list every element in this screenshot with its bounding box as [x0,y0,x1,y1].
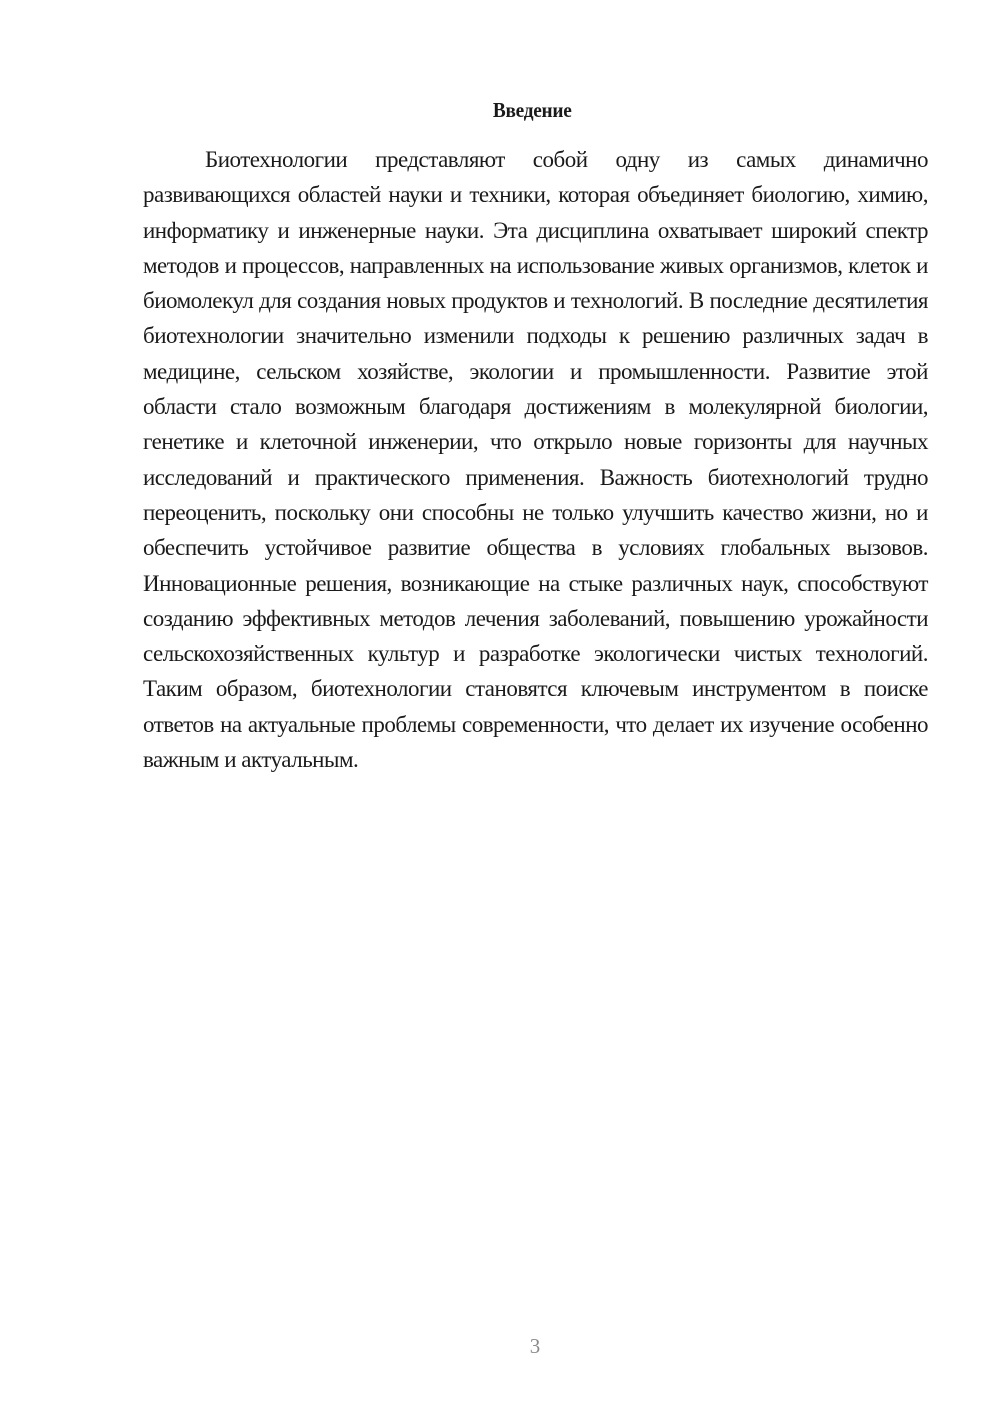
page-number: 3 [529,1334,541,1358]
body-paragraph: Биотехнологии представляют собой одну из самых динамично развивающихся областей науки и техники, которая объединяет биологию, химию, информатику и инженерные науки. Эта дисциплина охватывает широкий спектр методов и процессов, направленных на использование живых организмов, клеток и биомолекул для создания новых продуктов и технологий. В последние десятилетия биотехнологии значительно изменили подходы к решению различных задач в медицине, сельском хозяйстве, экологии и промышленности. Развитие этой области стало возможным благодаря достижениям в молекулярной биологии, генетике и клеточной инженерии, что открыло новые горизонты для научных исследований и практического применения. Важность биотехнологий трудно переоценить, поскольку они способны не только улучшить качество жизни, но и обеспечить устойчивое развитие общества в условиях глобальных вызовов. Инновационные решения, возникающие на стыке различных наук, способствуют созданию эффективных методов лечения заболеваний, повышению урожайности сельскохозяйственных культур и разработке экологически чистых технологий. Таким образом, биотехнологии становятся ключевым инструментом в поиске ответов на актуальные проблемы современности, что делает их изучение особенно важным и актуальным. [143,147,928,773]
section-heading: Введение [492,98,572,122]
